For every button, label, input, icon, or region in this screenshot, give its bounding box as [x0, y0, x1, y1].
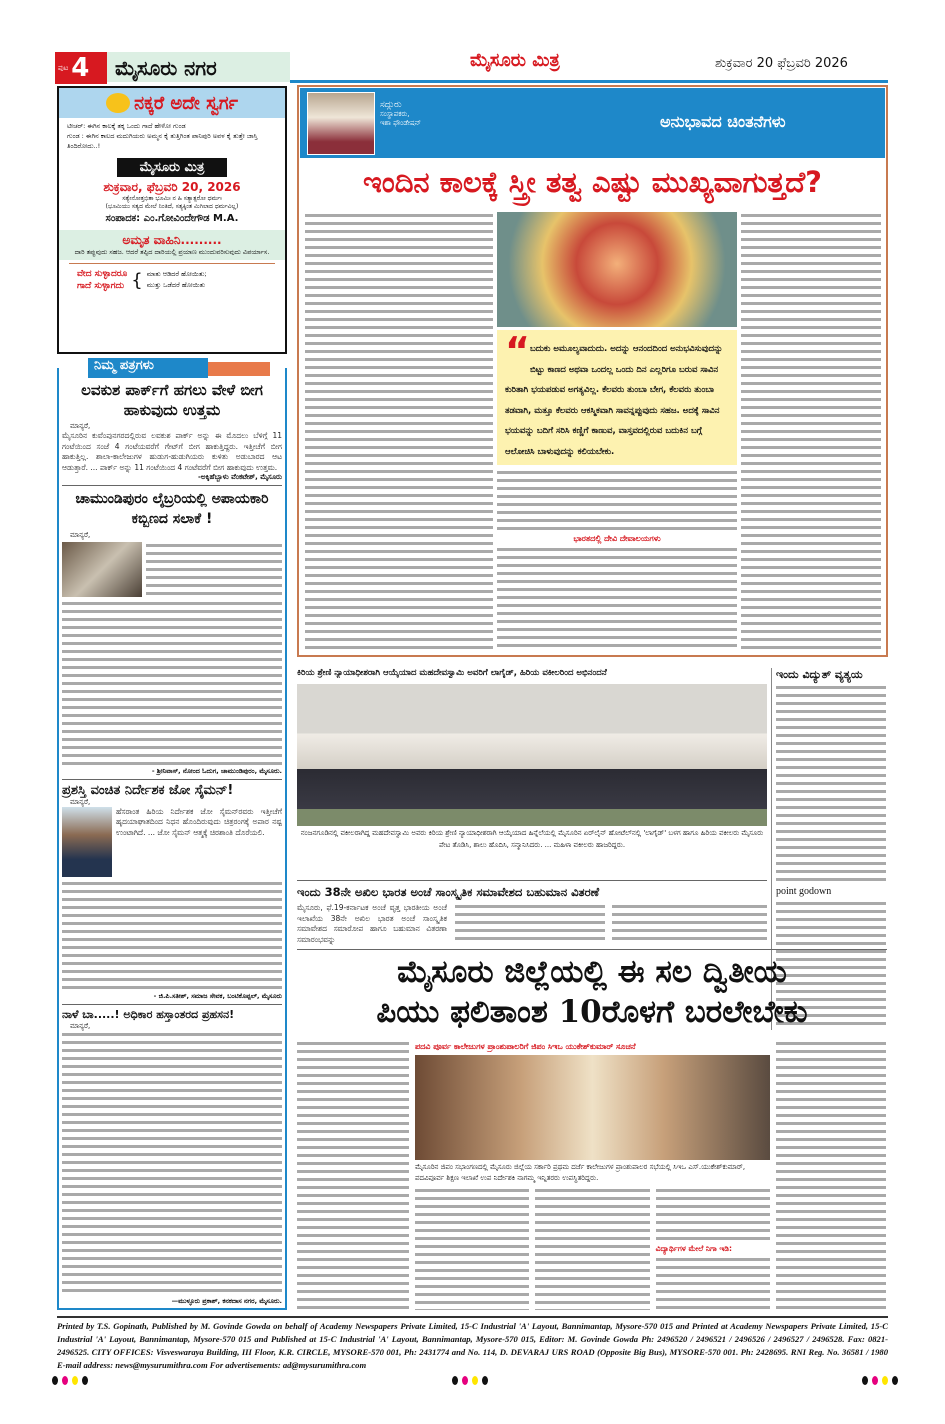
pu-column-5 [776, 1040, 886, 1310]
page-number-badge [55, 52, 107, 84]
laughing-face-icon [106, 93, 130, 113]
letter-signature: - ಜಿ.ಪಿ.ಸತೀಶ್, ಸಮಾಜ ಸೇವಕ, ಬಂಟಿಕೊಪ್ಪಲ್, ಮೈಸೂರು [153, 991, 282, 1000]
feature-subhead: ಭಾರತದಲ್ಲಿ ದೇವಿ ದೇವಾಲಯಗಳು [573, 533, 661, 543]
header-rule [290, 80, 888, 83]
letter-salute: ಮಾನ್ಯರೆ, [70, 531, 91, 539]
footer-imprint: Printed by T.S. Gopinath, Published by M. Govinde Gowda on behalf of Academy Newspapers Private Limited, 15-C Industrial 'A' Layout, Bannimantap, Mysore-570 015 and Printed at Academy Newspapers Private Limited, 15-C Industrial 'A' Layout, Bannimantap, Mysore-570 015 and Published at 15-C Industrial 'A' Layout, Bannimantap, Mysore-570 015, Editor: M. Govinde Gowda Ph: 2496520 / 2496521 / 2496526 / 2496527 / 2496528. Fax: 0821-2496525. CITY OFFICES: Visveswaraya Building, III Floor, K.R. CIRCLE, MYSORE-570 001, Ph: 2431774 and No. 114, D. DEVARAJ URS ROAD (Opposite Big Bus), MYSORE-570 001. Ph: 2428695. RNI Reg. No. 36581 / 1980 E-mail address: news@mysurumithra.com For advertisements: ad@mysurumithra.com [57, 1321, 888, 1370]
letter-body: ಮೈಸೂರಿನ ಕುವೆಂಪುನಗರದಲ್ಲಿರುವ ಲವಕುಶ ಪಾರ್ಕ್ ಅನ್ನು ಈ ಮೊದಲು ಬೆಳಿಗ್ಗೆ 11 ಗಂಟೆಯಿಂದ ಸಂಜೆ 4 ಗಂಟೆಯವರೆಗೆ ಗೇಟ್‌ಗೆ ಬೀಗ ಹಾಕುತ್ತಿದ್ದರು. ಇತ್ತೀಚೆಗೆ ಬೀಗ ಹಾಕುತ್ತಿಲ್ಲ. ಶಾಲಾ-ಕಾಲೇಜುಗಳ ಹುಡುಗ-ಹುಡುಗಿಯರು ಕುಳಿತು ಅಡುಬಾರದ ಆಟ ಆಡುತ್ತಾರೆ. ... ಪಾರ್ಕ್ ಅನ್ನು 11 ಗಂಟೆಯಿಂದ 4 ಗಂಟೆವರೆಗೆ ಬೀಗ ಹಾಕುವುದು ಉತ್ತಮ. [62, 431, 282, 472]
quote-mark-icon: “ [505, 329, 530, 373]
letter-2 [62, 489, 282, 776]
pull-quote [497, 330, 737, 465]
letter-signature: - ಶ್ರೀನಿವಾಸ್, ನೋಂದ ಓದುಗ, ಚಾಮುಂಡಿಪುರಂ, ಮೈಸೂರು. [151, 766, 282, 775]
judge-caption: ನಂಜನಗೂಡಿನಲ್ಲಿ ವಕೀಲರಾಗಿದ್ದ ಮಹದೇವಸ್ವಾಮಿ ಅವರು ಕಿರಿಯ ಶ್ರೇಣಿ ನ್ಯಾಯಾಧೀಶರಾಗಿ ಆಯ್ಕೆಯಾದ ಹಿನ್ನೆಲೆಯಲ್ಲಿ ಮೈಸೂರಿನ ಏರ್‌ಲೈನ್ ಹೋಟೆಲ್‌ನಲ್ಲಿ 'ಲಾಗೈಡ್' ಬಳಗ ಹಾಗೂ ಹಿರಿಯ ವಕೀಲರು ಮೈಸೂರು ಪೇಟ ತೊಡಿಸಿ, ಶಾಲು ಹೊದಿಸಿ, ಸನ್ಮಾನಿಸಿದರು. ... ಮಹಿಳಾ ವಕೀಲರು ಹಾಜರಿದ್ದರು. [300, 829, 764, 849]
masthead-motto-meaning: (ಭೂಮಿಯು ಸತ್ಯದ ಮೇಲೆ ನಿಂತಿದೆ, ಸತ್ಯಕ್ಕಿಂತ ಮಿಗಿಲಾದ ಧರ್ಮವಿಲ್ಲ) [105, 203, 239, 210]
amrutha-box [59, 230, 285, 260]
pu-subhead: ಪದವಿ ಪೂರ್ವ ಕಾಲೇಜುಗಳ ಪ್ರಾಂಶುಪಾಲರಿಗೆ ಜಿಪಂ ಸಿಇಒ ಯುಕೇಶ್‌ಕುಮಾರ್ ಸೂಚನೆ [415, 1042, 636, 1051]
letter-title: ನಾಳೆ ಬಾ.....! ಅಧಿಕಾರ ಹಸ್ತಾಂತರದ ಪ್ರಹಸನ! [62, 1007, 235, 1021]
feature-column-1 [305, 212, 493, 652]
letter-4 [62, 1008, 282, 1306]
power-snippet: point godown [776, 886, 832, 897]
divider [62, 485, 282, 486]
meeting-photo [415, 1055, 770, 1160]
registration-marks-center [452, 1376, 488, 1385]
masthead-date: ಶುಕ್ರವಾರ, ಫೆಬ್ರವರಿ 20, 2026 [103, 180, 241, 194]
pu-headline: ಮೈಸೂರು ಜಿಲ್ಲೆಯಲ್ಲಿ ಈ ಸಲ ದ್ವಿತೀಯ ಪಿಯು ಫಲಿತಾಂಶ 10ರೊಳಗೆ ಬರಲೇಬೇಕು [376, 954, 808, 1030]
masthead-editor: ಸಂಪಾದಕ: ಎಂ.ಗೋವಿಂದೇಗೌಡ M.A. [105, 213, 239, 224]
page-number: 4 [71, 53, 90, 83]
library-photo [62, 542, 142, 597]
registration-marks-right [862, 1376, 898, 1385]
letters-banner-accent [208, 362, 270, 376]
paper-name: ಮೈಸೂರು ಮಿತ್ರ [470, 50, 560, 71]
letter-salute: ಮಾನ್ಯರೆ, [70, 422, 91, 430]
divider [297, 880, 767, 881]
pu-boxhead: ವಿದ್ಯಾರ್ಥಿಗಳ ಮೇಲೆ ನಿಗಾ ಇಡಿ: [655, 1243, 732, 1253]
divider [62, 1004, 282, 1005]
feature-headline: ಇಂದಿನ ಕಾಲಕ್ಕೆ ಸ್ತ್ರೀ ತತ್ವ ಎಷ್ಟು ಮುಖ್ಯವಾಗುತ್ತದೆ? [363, 165, 822, 199]
goddess-painting [497, 212, 737, 327]
letter-signature: —ಮುಳ್ಳೂರು ಪ್ರಕಾಶ್, ಕನಕದಾಸ ನಗರ, ಮೈಸೂರು. [171, 1296, 282, 1305]
proverb: ವೇದ ಸುಳ್ಳಾದರೂ ಗಾದೆ ಸುಳ್ಳಾಗದು { ಮಾತು ಆಡಿದರೆ ಹೋಯಿತು; ಮುತ್ತು ಒಡೆದರೆ ಹೋಯಿತು [69, 263, 275, 296]
pu-body [415, 1162, 770, 1310]
sadhguru-photo [307, 92, 375, 155]
anche-headline: ಇಂದು 38ನೇ ಅಖಿಲ ಭಾರತ ಅಂಚೆ ಸಾಂಸ್ಕೃತಿಕ ಸಮಾವೇಶದ ಬಹುಮಾನ ವಿತರಣೆ [297, 885, 600, 899]
letter-salute: ಮಾನ್ಯರೆ, [70, 1021, 91, 1030]
header-date: ಶುಕ್ರವಾರ 20 ಫೆಬ್ರವರಿ 2026 [715, 56, 848, 71]
letters-banner: ನಿಮ್ಮ ಪತ್ರಗಳು [88, 358, 208, 378]
joke-text: ಟೀಚರ್: ಈಗಿನ ಕಾಲಕ್ಕೆ ತಕ್ಕ ಒಂದು ಗಾದೆ ಹೇಳೋ ಗುಂಡ ಗುಂಡ : ಈಗಿನ ಕಾಲದ ಮದುಗಿಯರು ಅಮ್ಮನ ಕೈ ತುತ್ತಿಗಿಂತ ಪಾನಿಪುರಿ ಅವಳ ಕೈ ತುತ್ತೇ ಜಾಸ್ತಿ ತಿಂದಿರೋದು..! [67, 122, 258, 150]
amrutha-text: ದಾರಿ ತಪ್ಪುವುದು ಸಹಜ. ಆದರೆ ತಪ್ಪಿದ ದಾರಿಯಲ್ಲಿ ಪ್ರಯಾಣ ಮುಂದುವರಿಸುವುದು ವಿಪರ್ಯಾಸ. [74, 248, 270, 256]
feature-column-2 [497, 469, 737, 532]
page-label: ಪುಟ [58, 63, 69, 72]
joke-masthead-box [57, 86, 287, 354]
letter-3 [62, 783, 282, 1001]
letter-signature: -ಅಕ್ಕಿಹೆಬ್ಬಾಳು ವೆಂಕಟೇಶ್, ಮೈಸೂರು [198, 473, 282, 481]
quote-text: ಬದುಕು ಅಮೂಲ್ಯವಾದುದು. ಅದನ್ನು ಆನಂದದಿಂದ ಅನುಭವಿಸುವುದನ್ನು ಬಿಟ್ಟು ಕಾಣದ ಅಥವಾ ಒಂದಲ್ಲ ಒಂದು ದಿನ ಎಲ್ಲರಿಗೂ ಬರುವ ಸಾವಿನ ಕುರಿತಾಗಿ ಭಯಪಡುವ ಅಗತ್ಯವಿಲ್ಲ. ಕೆಲವರು ತುಂಬಾ ಬೇಗ, ಕೆಲವರು ತುಂಬಾ ತಡವಾಗಿ, ಮತ್ತೂ ಕೆಲವರು ಆಕಸ್ಮಿಕವಾಗಿ ಸಾವನ್ನಪ್ಪುವುದು ಸಹಜ. ಅದಕ್ಕೆ ಸಾವಿನ ಭಯವನ್ನು ಬದಿಗೆ ಸರಿಸಿ ಕಣ್ಣಿಗೆ ಕಾಣುವ, ವಾಸ್ತವದಲ್ಲಿರುವ ಬದುಕಿನ ಬಗ್ಗೆ ಆಲೋಚಿಸಿ ಬಾಳುವುದನ್ನು ಕಲಿಯಬೇಕು. [505, 344, 723, 457]
anche-lead: ಮೈಸೂರು, ಫೆ.19-ಕರ್ನಾಟಕ ಅಂಚೆ ವೃತ್ತ ಭಾರತೀಯ ಅಂಚೆ ಇಲಾಖೆಯ 38ನೇ ಅಖಿಲ ಭಾರತ ಅಂಚೆ ಸಾಂಸ್ಕೃತಿಕ ಸಮಾವೇಶದ ಸಮಾರೋಪ ಹಾಗೂ ಬಹುಮಾನ ವಿತರಣಾ ಸಮಾರಂಭವನ್ನು [297, 903, 447, 944]
letter-body: ಹೆಸರಾಂತ ಹಿರಿಯ ನಿರ್ದೇಶಕ ಜೋ ಸೈಮನ್‌ರವರು ಇತ್ತೀಚೆಗೆ ಹೃದಯಾಘಾತದಿಂದ ನಿಧನ ಹೊಂದಿರುವುದು ಚಿತ್ರರಂಗಕ್ಕೆ ಅಪಾರ ನಷ್ಟ ಉಂಟಾಗಿದೆ. ... ಜೋ ಸೈಮನ್ ಆತ್ಮಕ್ಕೆ ಚಿರಶಾಂತಿ ದೊರೆಯಲಿ. [116, 806, 282, 837]
feature-middle-column [497, 330, 737, 652]
letters-column [62, 380, 282, 1306]
jo-simon-photo [62, 807, 112, 877]
footer-rule [57, 1316, 888, 1318]
masthead-logo: ಮೈಸೂರು ಮಿತ್ರ [117, 158, 227, 177]
masthead-motto: ಸತ್ಯೇನೋತ್ತಭಿತಾ ಭೂಮಿಃ ನ ಹಿ ಸತ್ಯಾತ್ಪರೋ ಧರ್ಮಃ [122, 195, 222, 202]
pu-caption: ಮೈಸೂರಿನ ಜಿಪಂ ಸಭಾಂಗಣದಲ್ಲಿ ಮೈಸೂರು ಜಿಲ್ಲೆಯ ಸರ್ಕಾರಿ ಪ್ರಥಮ ದರ್ಜೆ ಕಾಲೇಜುಗಳ ಪ್ರಾಂಶುಪಾಲರ ಸಭೆಯಲ್ಲಿ ಸಿಇಒ ಎಸ್.ಯುಕೇಶ್‌ಕುಮಾರ್, ಪದವಿಪೂರ್ವ ಶಿಕ್ಷಣ ಇಲಾಖೆ ಉಪ ನಿರ್ದೇಶಕಿ ನಾಗಮ್ಮ ಇನ್ನಿತರರು ಉಪಸ್ಥಿತರಿದ್ದರು. [415, 1163, 746, 1182]
letter-title: ಪ್ರಶಸ್ತಿ ವಂಚಿತ ನಿರ್ದೇಶಕ ಜೋ ಸೈಮನ್! [62, 782, 234, 798]
letter-1 [62, 380, 282, 482]
pu-column-1 [297, 1040, 409, 1310]
judge-group-photo [297, 684, 767, 826]
column-title: ಅನುಭಾವದ ಚಿಂತನೆಗಳು [660, 112, 786, 131]
power-headline: ಇಂದು ವಿದ್ಯುತ್ ವ್ಯತ್ಯಯ [776, 668, 863, 681]
letter-title: ಲವಕುಶ ಪಾರ್ಕ್‌ಗೆ ಹಗಲು ವೇಳೆ ಬೀಗ ಹಾಕುವುದು ಉತ್ತಮ [81, 381, 263, 419]
letter-title: ಚಾಮುಂಡಿಪುರಂ ಲೈಬ್ರರಿಯಲ್ಲಿ ಅಪಾಯಕಾರಿ ಕಬ್ಬಿಣದ ಸಲಾಕೆ ! [75, 491, 269, 527]
section-title: ಮೈಸೂರು ನಗರ [115, 56, 217, 80]
joke-title-bar [59, 88, 285, 118]
power-text [776, 684, 886, 884]
joke-title: ನಕ್ಕರೆ ಅದೇ ಸ್ವರ್ಗ [134, 92, 238, 114]
amrutha-title: ಅಮೃತ ವಾಹಿನಿ......... [122, 233, 222, 247]
judge-headline: ಕಿರಿಯ ಶ್ರೇಣಿ ನ್ಯಾಯಾಧೀಶರಾಗಿ ಆಯ್ಕೆಯಾದ ಮಹದೇವಸ್ವಾಮಿ ಅವರಿಗೆ ಲಾಗೈಡ್, ಹಿರಿಯ ವಕೀಲರಿಂದ ಅಭಿನಂದನೆ [297, 668, 607, 678]
letter-salute: ಮಾನ್ಯರೆ, [70, 797, 91, 806]
feature-column-3 [741, 212, 881, 652]
registration-marks-left [52, 1376, 88, 1385]
author-info: ಸದ್ಗುರು ಸಂಸ್ಥಾಪಕರು, ಇಶಾ ಫೌಂಡೇಷನ್ [380, 100, 421, 127]
divider [297, 949, 887, 950]
divider [62, 779, 282, 780]
